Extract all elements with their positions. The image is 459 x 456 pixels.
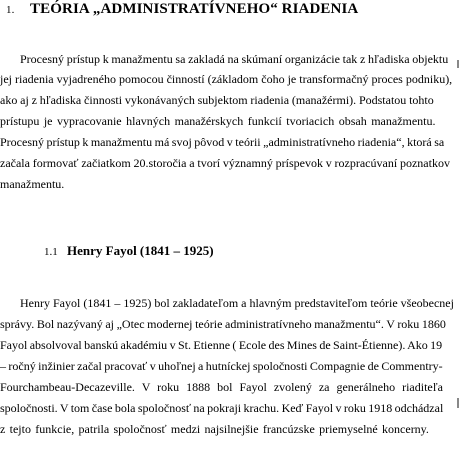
paragraph-line: Henry Fayol (1841 – 1925) bol zakladateľom a hlavným predstaviteľom teórie všeobecnej: [20, 296, 454, 310]
paragraph-line: Fourchambeau-Decazeville. V roku 1888 bol Fayol zvolený za generálneho riaditeľa: [0, 380, 443, 394]
paragraph-line: – ročný inžinier začal pracovať v uhoľnej a hutníckej spoločnosti Compagnie de Commentry-: [0, 359, 443, 373]
paragraph-line: Procesný prístup k manažmentu sa zakladá na skúmaní organizácie tak z hľadiska objektu: [20, 52, 449, 66]
section-number: 1.1: [44, 246, 58, 258]
chapter-title: TEÓRIA „ADMINISTRATÍVNEHO“ RIADENIA: [30, 1, 359, 17]
chapter-heading: [6, 0, 358, 19]
section-title: Henry Fayol (1841 – 1925): [67, 243, 214, 258]
paragraph-line: jej riadenia vyjadreného pomocou činností (základom čoho je transformačný proces podniku),: [0, 72, 453, 86]
chapter-number: 1.: [6, 4, 15, 16]
paragraph-line: Fayol absolvoval banskú akadémiu v St. Etienne ( Ecole des Mines de Saint-Étienne). Ako 19: [0, 338, 443, 352]
paragraph-line: spoločnosti. V tom čase bola spoločnosť na pokraji krachu. Keď Fayol v roku 1918 odchádzal: [0, 401, 444, 415]
paragraph-line: manažmentu.: [0, 177, 65, 191]
section-heading: [44, 242, 214, 261]
paragraph-line: prístupu je vypracovanie hlavných manažérskych funkcií tvoriacich obsah manažmentu.: [0, 114, 436, 128]
paragraph-line: začala formovať začiatkom 20.storočia a tvorí významný príspevok v rozpracúvaní poznatkov: [0, 156, 450, 170]
paragraph-line: z tejto funkcie, patrila spoločnosť medzi najsilnejšie francúzske priemyselné koncerny.: [0, 422, 429, 436]
paragraph-line: Procesný prístup k manažmentu má svoj pôvod v teórii „administratívneho riadenia“, ktorá sa: [0, 135, 445, 149]
paragraph-line: ako aj z hľadiska činnosti vykonávaných subjektom riadenia (manažérmi). Podstatou tohto: [0, 93, 434, 107]
paragraph-line: správy. Bol nazývaný aj „Otec modernej teórie administratívneho manažmentu“. V roku 1860: [0, 317, 446, 331]
